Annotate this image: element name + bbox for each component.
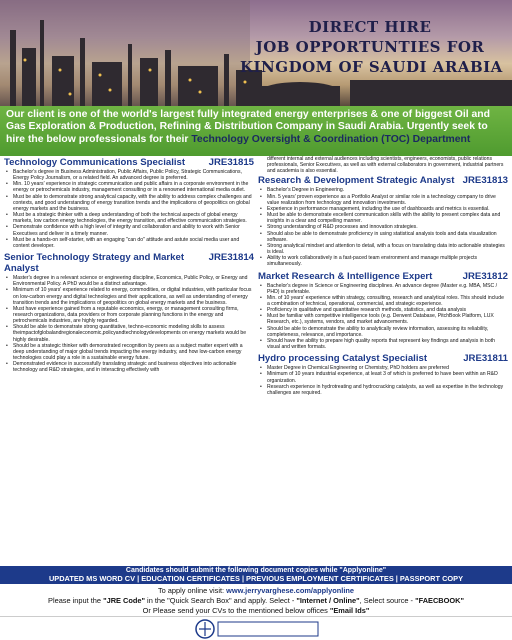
instr-text: Please input the	[48, 596, 104, 605]
requirement-item: • Should also be able to demonstrate proficiency in using statistical analysis tools and data visualization software.	[264, 231, 508, 243]
company-logo-icon	[0, 617, 512, 640]
instruction-line-2	[0, 606, 512, 616]
apply-section	[0, 586, 512, 616]
instr-code: "JRE Code"	[103, 596, 145, 605]
requirement-item: • Min. of 10 years' experience within strategy, consulting, research and analytical roles. This should include a combination of technical, operational, commercial, and strategic experience.	[264, 295, 508, 307]
requirement-item: • Demonstrated evidence in successfully translating strategic and business objectives into actionable technology and R&D strategies, and in interacting effectively with	[10, 361, 254, 373]
left-column	[4, 156, 254, 566]
documents-list: UPDATED MS WORD CV | EDUCATION CERTIFICATES | PREVIOUS EMPLOYMENT CERTIFICATES | PASSPORT COPY	[0, 574, 512, 584]
job-title-row	[258, 175, 508, 186]
header-title-line-1: DIRECT HIRE	[308, 18, 432, 36]
job-ref-code: JRE31815	[208, 157, 254, 168]
candidates-line: Candidates should submit the following document copies while "Applyonline"	[125, 567, 387, 574]
job-requirements	[258, 365, 508, 396]
job-ref-code: JRE31812	[462, 270, 508, 282]
requirement-item: • Demonstrate confidence with a high level of integrity and collaboration and ability to work with Senior Executives and deliver in a timely manner.	[10, 224, 254, 236]
instruction-line	[0, 596, 512, 606]
requirement-item: • Must be able to demonstrate excellent communication skills with the ability to present complex data and insights in a clear and compelling manner.	[264, 212, 508, 224]
requirement-item: • Should be able to demonstrate strong quantitative, techno-economic modeling skills to assess theimpactofglobalandregionaleconomic,policyandtechnologydevelopments on energy markets would be highly desirable.	[10, 324, 254, 342]
requirement-item: • Must be able to demonstrate strong analytical capacity, with the ability to address complex challenges and contexts, and good understanding of energy transition trends and the implications of geopolitics on global energy markets and the business.	[10, 194, 254, 212]
job-requirements	[258, 187, 508, 267]
instr-source: "FAECBOOK"	[415, 596, 464, 605]
requirement-item: • Must be a strategic thinker with a deep understanding of both the technical aspects of global energy markets, low carbon energy technologies, the energy transition, and effective communication strategies.	[10, 212, 254, 224]
header-title-line-2: JOB OPPORTUNTIES FOR	[255, 38, 485, 56]
requirement-item: • Minimum of 10 years' experience related to energy, commodities, or digital industries, with particular focus on low-carbon energy and digital technologies and their applications, as well as understanding of energy transition trends and the implications of geopolitics on global energy markets and the business.	[10, 287, 254, 305]
requirement-item: • Should be a strategic thinker with demonstrated recognition by peers as a subject matter expert with a deep understanding of major global trends impacting the energy industry, and how low-carbon energy technologies could play a role in a sustainable energy future.	[10, 343, 254, 361]
job-ref-code: JRE31811	[463, 353, 508, 365]
job-title: Technology Communications Specialist	[4, 157, 186, 168]
requirement-item: • Master's degree in a relevant science or engineering discipline, Economics, Public Policy, or Energy and Environmental Policy. A PhD would be a distinct advantage.	[10, 275, 254, 287]
instr-text: Or Please send your CVs to the mentioned below offices	[142, 606, 330, 615]
job-requirements	[258, 283, 508, 351]
requirement-item: • Proficiency in qualitative and quantitative research methods, statistics, and data analysis	[264, 307, 508, 313]
requirement-item: • Minimum of 10 years industrial experience, at least 3 of which is preferred to have been within an R&D organization.	[264, 371, 508, 383]
job-title: Hydro processing Catalyst Specialist	[258, 353, 428, 365]
right-column	[258, 156, 508, 566]
job-ref-code: JRE31814	[208, 252, 254, 264]
job-title-row	[4, 157, 254, 168]
requirement-item: • Strong analytical mindset and attention to detail, with a focus on translating data into actionable strategies is ideal.	[264, 243, 508, 255]
requirement-item: • Should have the ability to prepare high quality reports that represent key findings and analysis in both visual and written formats.	[264, 338, 508, 350]
intro-text: Our client is one of the world's largest fully integrated energy enterprises & one of biggest Oil and Gas Exploration & Production, Refining & Distribution Company in Saudi Arabia. Urgently seek to hire the below professionals for their	[6, 109, 490, 145]
intro-highlight: Technology Oversight & Coordination (TOC) Department	[191, 133, 471, 145]
apply-prefix: To apply online visit:	[157, 586, 227, 595]
requirement-item: • Should be able to demonstrate the ability to analytically review information, assessing its reliability, completeness, relevance, and importance.	[264, 326, 508, 338]
job-title-row	[258, 271, 508, 282]
requirement-item: • Bachelor's degree in Business Administration, Public Affairs, Public Policy, Strategic Communications, Energy Policy Journalism, or a related field. An advanced degree is preferred.	[10, 169, 254, 181]
instr-text: , Select source -	[359, 596, 416, 605]
requirement-item: • Must be familiar with competitive intelligence tools (e.g. Derwent Database, PitchBook Platform, LUX Research, etc.), systems, vendors, and market advancements.	[264, 313, 508, 325]
requirement-item: • Min. 10 years' experience in strategic communication and public affairs in a corporate environment in the energy or petrochemicals industry, management consulting or in a renowned international media outlet.	[10, 181, 254, 193]
requirement-item: • Master Degree in Chemical Engineering or Chemistry, PhD holders are preferred	[264, 365, 508, 371]
logo-strip	[0, 616, 512, 640]
requirement-item: • Research experience in hydrotreating and hydrocracking catalysts, as well as expertise in the technology challenges are required.	[264, 384, 508, 396]
job-requirements	[4, 169, 254, 249]
instr-internet: "Internet / Online"	[296, 596, 360, 605]
job-title: Senior Technology Strategy and Market Analyst	[4, 252, 185, 275]
job-title-row	[4, 252, 254, 274]
requirement-item: • Ability to work collaboratively in a fast-paced team environment and manage multiple projects simultaneously.	[264, 255, 508, 267]
job-title-row	[258, 353, 508, 364]
job-title: Research & Development Strategic Analyst	[258, 175, 455, 187]
continued-text: different internal and external audiences including scientists, engineers, economists, public relations professionals, Senior Executives, as well as with external collaborators in government, industrial partners and academia is also essential.	[267, 156, 504, 175]
job-ref-code: JRE31813	[462, 175, 508, 187]
apply-line	[0, 586, 512, 596]
requirement-item: • Experience in performance management, including the use of dashboards and metrics is essential.	[264, 206, 508, 212]
requirement-item: • Must have experience gained from a reputable economics, energy, or management consulting firms, research organizations, data providers or from corporate planning functions in the energy and petrochemicals industries, are highly regarded.	[10, 306, 254, 324]
instr-email: "Email Ids"	[329, 606, 370, 615]
requirement-item: • Must be a hands-on self-starter, with an engaging "can do" attitude and astute social media user and content developer.	[10, 237, 254, 249]
job-requirements	[4, 275, 254, 374]
requirement-item: • Min. 5 years' proven experience as a Portfolio Analyst or similar role in a technology company to drive value realization from technology and innovation investments.	[264, 194, 508, 206]
intro-banner	[0, 106, 512, 156]
requirement-item: • Bachelor's Degree in Engineering.	[264, 187, 508, 193]
instr-text: in the "Quick Search Box" and apply. Select -	[145, 596, 297, 605]
header-title-line-3: KINGDOM OF SAUDI ARABIA	[240, 58, 503, 76]
requirement-item: • Strong understanding of R&D processes and innovation strategies.	[264, 224, 508, 230]
apply-link[interactable]: www.jerryvarghese.com/applyonline	[226, 586, 355, 595]
requirement-item: • Bachelor's degree in Science or Engineering disciplines. An advance degree (Master e.g. MBA, MSC / PHD) is preferable.	[264, 283, 508, 295]
job-title: Market Research & Intelligence Expert	[258, 270, 433, 282]
header-banner	[0, 0, 512, 106]
